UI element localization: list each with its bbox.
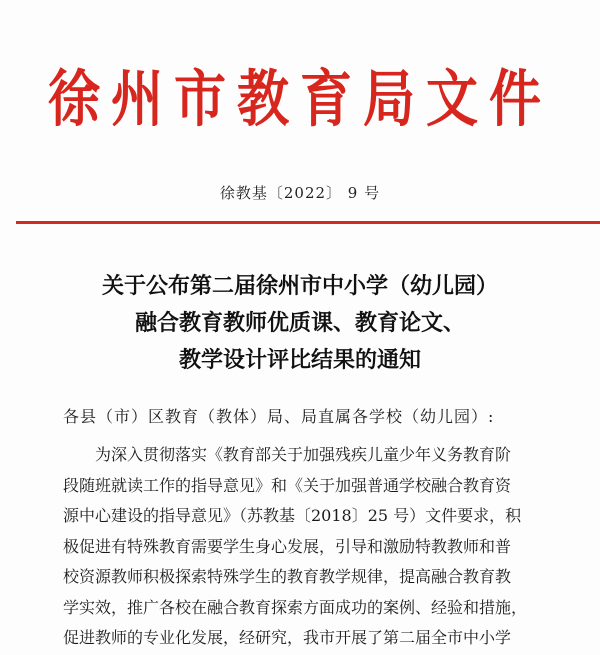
body-line: 源中心建设的指导意见》（苏教基〔2018〕25 号）文件要求，积 — [63, 506, 522, 525]
document-title — [0, 268, 600, 379]
body-line: 促进教师的专业化发展，经研究，我市开展了第二届全市中小学 — [63, 628, 512, 647]
body-paragraph — [63, 440, 563, 654]
title-line-1: 关于公布第二届徐州市中小学（幼儿园） — [101, 274, 498, 299]
document-masthead: 徐州市教育局文件 — [47, 64, 552, 136]
body-line: 校资源教师积极探索特殊学生的教育教学规律，提高融合教育教 — [63, 567, 512, 586]
body-line: 极促进有特殊教育需要学生身心发展，引导和激励特教教师和普 — [63, 536, 512, 556]
title-line-3: 教学设计评比结果的通知 — [178, 348, 421, 373]
salutation: 各县（市）区教育（教体）局、局直属各学校（幼儿园）: — [63, 407, 495, 426]
body-line: 学实效，推广各校在融合教育探索方面成功的案例、经验和措施， — [63, 597, 528, 617]
red-divider-line — [16, 221, 600, 224]
title-line-2: 融合教育教师优质课、教育论文、 — [134, 311, 465, 336]
document-number: 徐教基〔2022〕 9 号 — [219, 184, 381, 202]
body-line: 为深入贯彻落实《教育部关于加强残疾儿童少年义务教育阶 — [95, 445, 512, 464]
body-line: 段随班就读工作的指导意见》和《关于加强普通学校融合教育资 — [63, 475, 512, 495]
